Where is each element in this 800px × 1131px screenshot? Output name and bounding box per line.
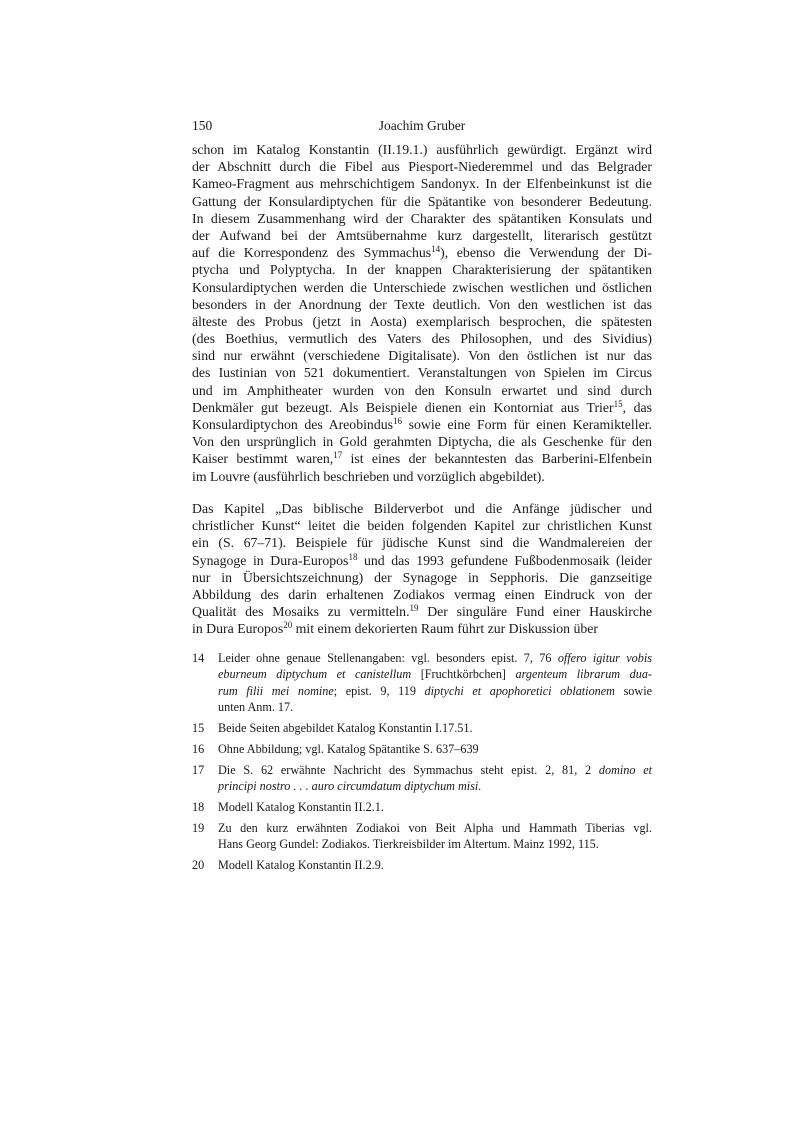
- text-segment: mit einem dekorierten Raum führt zur Diskussion über: [292, 621, 598, 637]
- text-segment: des Iustinian von 521 dokumentiert. Veranstaltungen von Spielen im Circus: [192, 365, 652, 381]
- running-head: Joachim Gruber: [378, 118, 466, 133]
- footnote-ref: 18: [348, 551, 358, 562]
- footnote-text: [218, 762, 652, 795]
- text-line: [192, 330, 652, 347]
- footnote: [192, 762, 652, 795]
- text-segment: ist eines der bekanntesten das Barberini-Elfenbein: [342, 451, 652, 467]
- text-line: [192, 313, 652, 330]
- footnote-number: 17: [192, 762, 205, 777]
- footnote-text: [218, 650, 652, 716]
- text-line: [192, 279, 652, 296]
- footnote-number: 18: [192, 800, 205, 815]
- text-segment: sowie: [614, 683, 652, 698]
- text-line: [218, 666, 652, 682]
- text-segment: ; epist. 9, 119: [333, 683, 425, 698]
- footnote: [192, 650, 652, 716]
- text-line: [192, 193, 652, 210]
- text-segment: Ohne Abbildung; vgl. Katalog Spätantike S. 637–639: [218, 741, 479, 756]
- italic-text: diptychi et apophoretici oblationem: [424, 683, 615, 698]
- text-line: [218, 799, 652, 815]
- text-segment: Das Kapitel „Das biblische Bilderverbot und die Anfänge jüdischer und: [192, 501, 652, 516]
- text-line: [218, 778, 652, 794]
- text-segment: Gattung der Konsulardiptychen für die Spätantike von besonderer Bedeutung.: [192, 193, 652, 209]
- text-segment: ein (S. 67–71). Beispiele für jüdische Kunst sind die Wandmalereien der: [192, 535, 652, 551]
- footnote-number: 19: [192, 821, 205, 836]
- text-line: [192, 569, 652, 586]
- text-segment: besonders in der Anordnung der Texte deutlich. Von den westlichen ist das: [192, 296, 652, 312]
- text-segment: , das: [622, 399, 652, 415]
- text-line: [192, 296, 652, 313]
- text-line: [192, 468, 652, 485]
- footnote: [192, 799, 652, 815]
- footnote: [192, 741, 652, 757]
- page-header: [192, 118, 652, 136]
- footnote: [192, 857, 652, 873]
- text-segment: der Abschnitt durch die Fibel aus Piesport-Niederemmel und das Belgrader: [192, 159, 652, 175]
- footnotes: [192, 650, 652, 878]
- text-line: [192, 261, 652, 278]
- text-segment: Abbildung des darin erhaltenen Zodiakos vermag einen Eindruck von der: [192, 586, 652, 602]
- italic-text: offero igitur vobis: [557, 651, 652, 665]
- text-line: [192, 158, 652, 175]
- text-line: [218, 683, 652, 699]
- text-line: [192, 210, 652, 227]
- italic-text: argenteum librarum dua-: [515, 667, 652, 682]
- italic-text: domino et: [598, 762, 652, 777]
- text-segment: nur in Übersichtszeichnung) der Synagoge in Sepphoris. Die ganzseitige: [192, 569, 652, 585]
- text-segment: Der singuläre Fund einer Hauskirche: [418, 604, 652, 620]
- text-segment: Kameo-Fragment aus mehrschichtigem Sandonyx. In der Elfenbeinkunst ist die: [192, 176, 652, 192]
- text-segment: [Fruchtkörbchen]: [411, 667, 516, 682]
- footnote-ref: 15: [613, 398, 623, 409]
- body-paragraph-1: [192, 141, 652, 485]
- footnote-ref: 19: [409, 603, 419, 614]
- footnote-ref: 17: [333, 450, 343, 461]
- text-line: [192, 500, 652, 517]
- footnote-number: 20: [192, 858, 205, 873]
- footnote-text: [218, 799, 652, 815]
- text-line: [192, 227, 652, 244]
- text-line: [218, 650, 652, 666]
- text-segment: Denkmäler gut bezeugt. Als Beispiele dienen ein Kontorniat aus Trier: [192, 399, 614, 415]
- text-segment: und im Amphitheater wurden von den Konsuln erwartet und sind durch: [192, 382, 652, 398]
- text-line: [192, 586, 652, 603]
- text-segment: Die S. 62 erwähnte Nachricht des Symmachus steht epist. 2, 81, 2: [218, 762, 599, 777]
- text-line: [218, 836, 652, 852]
- text-segment: ), ebenso die Verwendung der Di-: [440, 245, 652, 261]
- text-segment: christlicher Kunst“ leitet die beiden folgenden Kapitel zur christlichen Kunst: [192, 518, 652, 534]
- text-line: [192, 534, 652, 551]
- text-segment: und das 1993 gefundene Fußbodenmosaik (leider: [357, 552, 652, 568]
- text-segment: Hans Georg Gundel: Zodiakos. Tierkreisbilder im Altertum. Mainz 1992, 115.: [218, 837, 599, 852]
- text-line: [192, 433, 652, 450]
- text-line: [192, 244, 652, 261]
- text-line: [192, 552, 652, 569]
- text-segment: (des Boethius, vermutlich des Vaters des Philosophen, und des Sividius): [192, 331, 652, 347]
- body-paragraph-2: [192, 500, 652, 638]
- text-segment: Beide Seiten abgebildet Katalog Konstantin I.17.51.: [218, 721, 473, 736]
- page-number: 150: [192, 118, 213, 133]
- text-line: [218, 699, 652, 715]
- text-line: [192, 416, 652, 433]
- footnote-number: 14: [192, 651, 205, 665]
- text-line: [192, 603, 652, 620]
- footnote-text: [218, 820, 652, 853]
- text-line: [218, 720, 652, 736]
- text-segment: In diesem Zusammenhang wird der Charakter des spätantiken Konsulats und: [192, 210, 652, 226]
- text-segment: Synagoge in Dura-Europos: [192, 552, 349, 568]
- footnote-number: 16: [192, 741, 205, 756]
- text-segment: Kaiser bestimmt waren,: [192, 451, 334, 467]
- text-line: [192, 382, 652, 399]
- text-segment: der Aufwand bei der Amtsübernahme kurz dargestellt, literarisch gestützt: [192, 227, 652, 243]
- footnote: [192, 720, 652, 736]
- text-line: [192, 175, 652, 192]
- text-segment: unten Anm. 17.: [218, 700, 294, 715]
- text-segment: Qualität des Mosaiks zu vermitteln.: [192, 604, 410, 620]
- text-line: [218, 820, 652, 836]
- text-segment: im Louvre (ausführlich beschrieben und vorzüglich abgebildet).: [192, 468, 545, 484]
- text-segment: Modell Katalog Konstantin II.2.1.: [218, 800, 384, 815]
- text-line: [218, 857, 652, 873]
- text-segment: Konsulardiptychen werden die Unterschiede zwischen westlichen und östlichen: [192, 279, 652, 295]
- text-line: [218, 741, 652, 757]
- footnote: [192, 820, 652, 853]
- text-line: [192, 399, 652, 416]
- text-line: [192, 364, 652, 381]
- footnote-text: [218, 720, 652, 736]
- footnote-text: [218, 741, 652, 757]
- footnote-ref: 14: [431, 244, 441, 255]
- text-segment: in Dura Europos: [192, 621, 284, 637]
- text-segment: Konsulardiptychon des Areobindus: [192, 417, 393, 432]
- italic-text: principi nostro . . . auro circumdatum diptychum misi.: [218, 779, 482, 794]
- footnote-ref: 20: [283, 620, 293, 631]
- footnote-ref: 16: [393, 416, 402, 426]
- text-segment: Zu den kurz erwähnten Zodiakoi von Beit Alpha und Hammath Tiberias vgl.: [218, 821, 652, 836]
- text-segment: sind nur erwähnt (verschiedene Digitalisate). Von den östlichen ist nur das: [192, 348, 652, 364]
- footnote-number: 15: [192, 721, 205, 736]
- footnote-text: [218, 857, 652, 873]
- text-segment: schon im Katalog Konstantin (II.19.1.) ausführlich gewürdigt. Ergänzt wird: [192, 142, 652, 157]
- text-line: [192, 450, 652, 467]
- text-line: [218, 762, 652, 778]
- text-segment: Von den ursprünglich in Gold gerahmten Diptycha, die als Geschenke für den: [192, 434, 652, 450]
- italic-text: eburneum diptychum et canistellum: [218, 667, 412, 682]
- italic-text: rum filii mei nomine: [218, 683, 334, 698]
- text-segment: ptycha und Polyptycha. In der knappen Charakterisierung der spätantiken: [192, 262, 652, 278]
- text-segment: auf die Korrespondenz des Symmachus: [192, 245, 432, 261]
- text-line: [192, 517, 652, 534]
- text-segment: sowie eine Form für einen Keramikteller.: [402, 417, 652, 432]
- text-line: [192, 620, 652, 637]
- text-line: [192, 141, 652, 158]
- text-segment: Modell Katalog Konstantin II.2.9.: [218, 858, 384, 873]
- text-segment: Leider ohne genaue Stellenangaben: vgl. besonders epist. 7, 76: [218, 651, 558, 665]
- text-line: [192, 347, 652, 364]
- text-segment: älteste des Probus (jetzt in Aosta) exemplarisch besprochen, die spätesten: [192, 313, 652, 329]
